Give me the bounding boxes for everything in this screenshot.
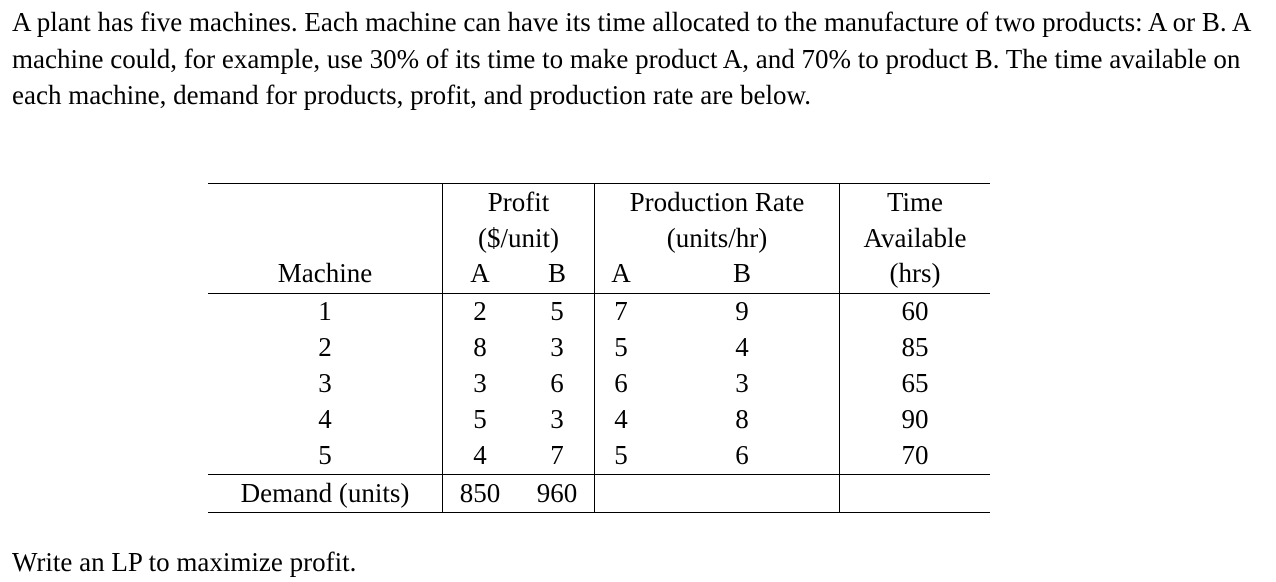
time-cell: 65 xyxy=(901,368,929,398)
demand-b-cell: 960 xyxy=(536,478,578,508)
machine-cell: 2 xyxy=(318,332,332,362)
rate-b-cell: 9 xyxy=(735,296,749,326)
rate-a-cell: 6 xyxy=(614,368,628,398)
time-cell: 85 xyxy=(901,332,929,362)
task-instruction: Write an LP to maximize profit. xyxy=(12,547,357,577)
rate-b-cell: 4 xyxy=(735,332,749,362)
profit-b-cell: 5 xyxy=(550,296,564,326)
data-table xyxy=(208,183,990,513)
profit-header: Profit xyxy=(487,187,550,217)
time-header: Time xyxy=(886,187,944,217)
rate-a-cell: 5 xyxy=(614,332,628,362)
rate-b-cell: 6 xyxy=(735,440,749,470)
rate-unit-header: (units/hr) xyxy=(666,223,768,253)
machine-cell: 5 xyxy=(318,440,332,470)
machine-header: Machine xyxy=(277,258,373,288)
profit-b-header: B xyxy=(547,258,566,288)
rate-header: Production Rate xyxy=(629,187,805,217)
table-bottom-rule xyxy=(208,512,990,513)
machine-cell: 3 xyxy=(318,368,332,398)
profit-a-cell: 2 xyxy=(473,296,487,326)
rate-b-cell: 3 xyxy=(735,368,749,398)
time-unit-header: (hrs) xyxy=(889,258,941,288)
machine-cell: 1 xyxy=(318,296,332,326)
rate-b-header: B xyxy=(732,258,751,288)
time-cell: 60 xyxy=(901,296,929,326)
rate-b-cell: 8 xyxy=(735,404,749,434)
profit-a-cell: 4 xyxy=(473,440,487,470)
rate-a-header: A xyxy=(611,258,631,288)
demand-label: Demand (units) xyxy=(240,478,410,508)
problem-statement: A plant has five machines. Each machine can have its time allocated to the manufacture of two products: A or B. A machine could, for example, use 30% of its time to make product A, and 70% to product B. The time available on each machine, demand for products, profit, and production rate are below. xyxy=(12,7,1250,110)
profit-a-cell: 8 xyxy=(473,332,487,362)
rate-a-cell: 4 xyxy=(614,404,628,434)
rate-a-cell: 5 xyxy=(614,440,628,470)
rate-a-cell: 7 xyxy=(614,296,628,326)
profit-unit-header: ($/unit) xyxy=(478,223,559,253)
machine-cell: 4 xyxy=(318,404,332,434)
profit-b-cell: 6 xyxy=(550,368,564,398)
profit-a-cell: 3 xyxy=(473,368,487,398)
time-sub-header: Available xyxy=(863,223,967,253)
profit-b-cell: 7 xyxy=(550,440,564,470)
demand-a-cell: 850 xyxy=(459,478,501,508)
profit-a-header: A xyxy=(470,258,490,288)
time-cell: 70 xyxy=(901,440,929,470)
profit-b-cell: 3 xyxy=(550,404,564,434)
profit-b-cell: 3 xyxy=(550,332,564,362)
profit-a-cell: 5 xyxy=(473,404,487,434)
time-cell: 90 xyxy=(901,404,929,434)
